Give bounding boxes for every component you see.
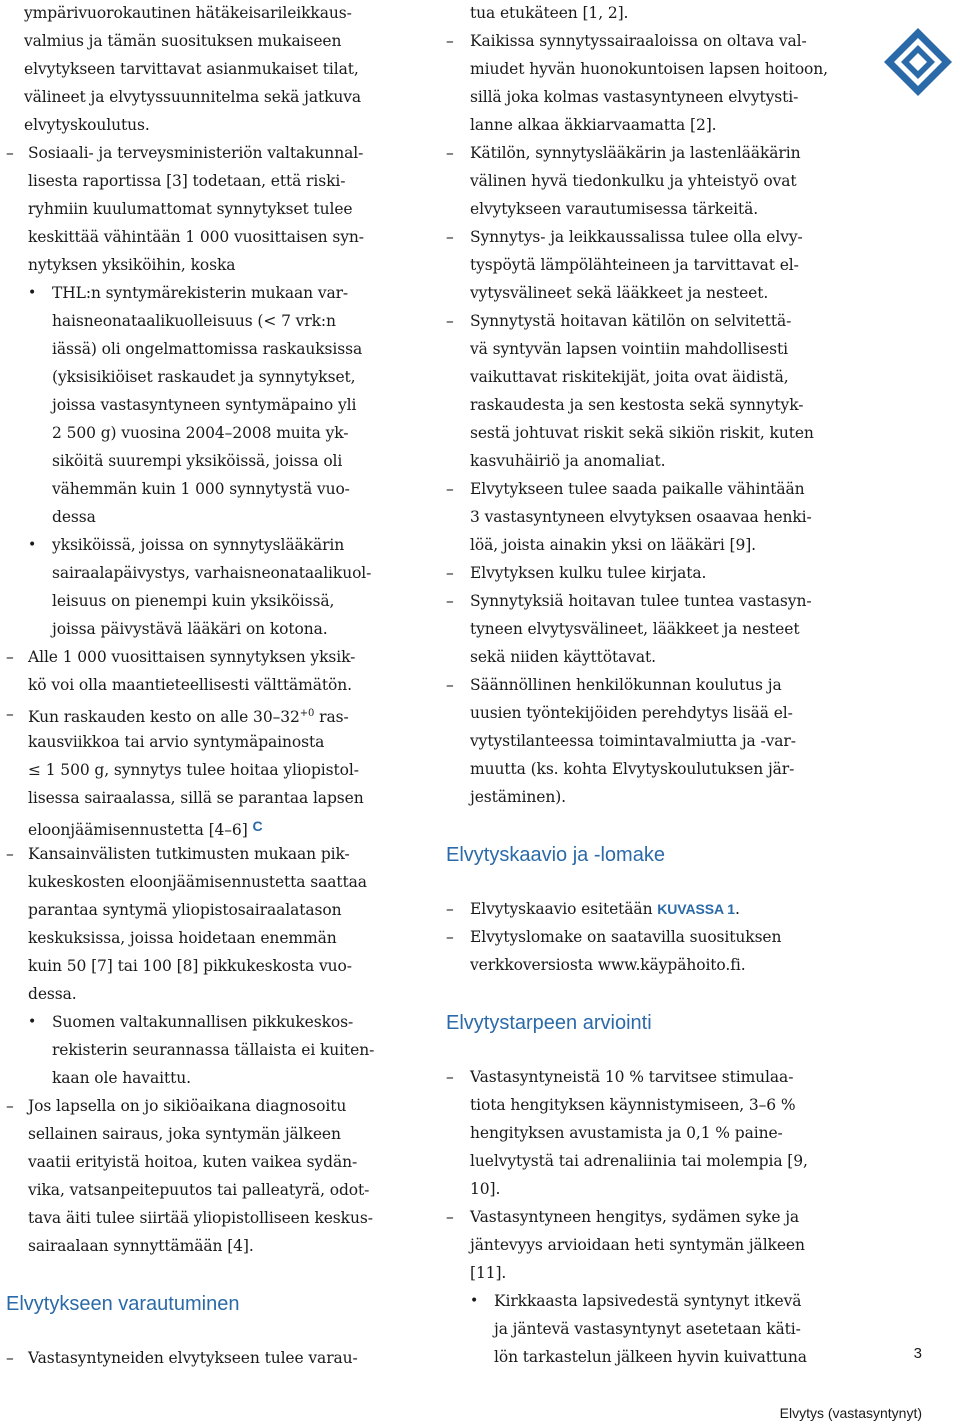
dash-marker: – (6, 144, 14, 162)
text-line: kaan ole havaittu. (52, 1069, 191, 1087)
bullet-marker: • (28, 285, 37, 301)
dash-marker: – (446, 676, 454, 694)
dash-marker: – (446, 900, 454, 918)
text-line: sillä joka kolmas vastasyntyneen elvytysti- (470, 88, 799, 106)
text-line: Vastasyntyneen hengitys, sydämen syke ja (470, 1208, 800, 1226)
text-line: parantaa syntymä yliopistosairaalatason (28, 901, 342, 919)
text-line: sairaalaan synnyttämään [4]. (28, 1237, 254, 1255)
text-line: vaatii erityistä hoitoa, kuten vaikea sydän- (28, 1153, 358, 1171)
text-line: keskuksissa, joissa hoidetaan enemmän (28, 929, 337, 947)
text-line: 2 500 g) vuosina 2004–2008 muita yk- (52, 424, 349, 442)
text-line: nytyksen yksiköihin, koska (28, 256, 236, 274)
text-line: kukeskosten eloonjäämisennustetta saattaa (28, 873, 367, 891)
text-line: THL:n syntymärekisterin mukaan var- (52, 284, 349, 302)
text-line: Kirkkaasta lapsivedestä syntynyt itkevä (494, 1292, 802, 1310)
text-line: vä syntyvän lapsen vointiin mahdollisesti (470, 340, 788, 358)
dash-marker: – (446, 1068, 454, 1086)
text-line: Alle 1 000 vuosittaisen synnytyksen yksik- (28, 648, 356, 666)
dash-marker: – (446, 564, 454, 582)
text-line: sellainen sairaus, joka syntymän jälkeen (28, 1125, 341, 1143)
dash-marker: – (446, 928, 454, 946)
text-line: luelvytystä tai adrenaliinia tai molempia [9, (470, 1152, 808, 1170)
text-line: tyneen elvytysvälineet, lääkkeet ja nesteet (470, 620, 800, 638)
bullet-marker: • (28, 537, 37, 553)
text-line: jäntevyys arvioidaan heti syntymän jälkeen (470, 1236, 805, 1254)
evidence-grade: C (252, 818, 263, 834)
text-line: sestä johtuvat riskit sekä sikiön riskit, kuten (470, 424, 814, 442)
text-line: dessa. (28, 985, 77, 1003)
text-line: Elvytyslomake on saatavilla suosituksen (470, 928, 782, 946)
section-heading: Elvytykseen varautuminen (6, 1293, 240, 1315)
text-line: jestäminen). (470, 788, 566, 806)
text-line: muutta (ks. kohta Elvytyskoulutuksen jär- (470, 760, 795, 778)
text-line: elvytyskoulutus. (24, 116, 150, 134)
dash-marker: – (446, 32, 454, 50)
text-line: vytystilanteessa toimintavalmiutta ja -var- (470, 732, 796, 750)
text-line: Sosiaali- ja terveysministeriön valtakunnal- (28, 144, 364, 162)
dash-marker: – (446, 1208, 454, 1226)
text-line: lisessa sairaalassa, sillä se parantaa lapsen (28, 789, 364, 807)
text-line: Jos lapsella on jo sikiöaikana diagnosoitu (28, 1097, 347, 1115)
text-line: tyspöytä lämpölähteineen ja tarvittavat el- (470, 256, 799, 274)
dash-marker: – (446, 144, 454, 162)
text-line: elvytykseen varautumisessa tärkeitä. (470, 200, 759, 218)
text-line: yksiköissä, joissa on synnytyslääkärin (52, 536, 345, 554)
dash-marker: – (446, 480, 454, 498)
text-line: sairaalapäivystys, varhaisneonataalikuol- (52, 564, 372, 582)
text-line: välinen hyvä tiedonkulku ja yhteistyö ovat (470, 172, 797, 190)
text-line: Vastasyntyneistä 10 % tarvitsee stimulaa- (470, 1068, 794, 1086)
text-line: 10]. (470, 1180, 501, 1198)
dash-marker: – (6, 1097, 14, 1115)
text-line: Säännöllinen henkilökunnan koulutus ja (470, 676, 782, 694)
bullet-marker: • (470, 1293, 479, 1309)
figure-reference-link[interactable]: KUVASSA 1 (657, 901, 735, 917)
section-heading: Elvytyskaavio ja -lomake (446, 844, 665, 866)
text-line: (yksisikiöiset raskaudet ja synnytykset, (52, 368, 356, 386)
text-line: vika, vatsanpeitepuutos tai palleatyrä, odot- (28, 1181, 370, 1199)
text-line: Kätilön, synnytyslääkärin ja lastenlääkärin (470, 144, 801, 162)
text-line (470, 899, 740, 919)
text-run: Kun raskauden kesto on alle 30–32 (28, 708, 300, 727)
text-line: dessa (52, 508, 96, 526)
text-line: kasvuhäiriö ja anomaliat. (470, 452, 666, 470)
text-line: vaikuttavat riskitekijät, joita ovat äidistä, (470, 368, 789, 386)
text-line: tua etukäteen [1, 2]. (470, 4, 629, 22)
text-line: iässä) oli ongelmattomissa raskauksissa (52, 340, 363, 358)
text-line: lisesta raportissa [3] todetaan, että riski- (28, 172, 346, 190)
text-run: ras- (314, 708, 349, 727)
text-line: haisneonataalikuolleisuus (< 7 vrk:n (52, 312, 336, 330)
text-line: [11]. (470, 1264, 507, 1282)
page-number: 3 (913, 1345, 922, 1362)
text-line: Vastasyntyneiden elvytykseen tulee varau- (28, 1349, 358, 1367)
text-line: Synnytys- ja leikkaussalissa tulee olla elvy- (470, 228, 803, 246)
dash-marker: – (6, 648, 14, 666)
text-run: Elvytyskaavio esitetään (470, 900, 658, 918)
text-line: ja jäntevä vastasyntynyt asetetaan käti- (494, 1320, 801, 1338)
text-line: siköitä suurempi yksiköissä, joissa oli (52, 452, 343, 470)
text-line: verkkoversiosta www.käypähoito.fi. (470, 956, 746, 974)
section-heading: Elvytystarpeen arviointi (446, 1012, 652, 1034)
text-line: raskaudesta ja sen kestosta sekä synnytyk- (470, 396, 804, 414)
text-line: uusien työntekijöiden perehdytys lisää el- (470, 704, 793, 722)
text-line: kö voi olla maantieteellisesti välttämätön. (28, 676, 352, 694)
dash-marker: – (6, 705, 14, 723)
text-line: välineet ja elvytyssuunnitelma sekä jatkuva (24, 88, 362, 106)
page-footer: Elvytys (vastasyntynyt) (779, 1405, 922, 1421)
text-line: sekä niiden käyttötavat. (470, 648, 656, 666)
text-run: eloonjäämisennustetta [4–6] (28, 821, 248, 839)
text-line: kausviikkoa tai arvio syntymäpainosta (28, 733, 325, 751)
text-line: Suomen valtakunnallisen pikkukeskos- (52, 1013, 354, 1031)
text-line: elvytykseen tarvittavat asianmukaiset tilat, (24, 60, 359, 78)
superscript: +0 (299, 708, 315, 719)
text-line: vytysvälineet sekä lääkkeet ja nesteet. (470, 284, 769, 302)
text-line: Elvytyksen kulku tulee kirjata. (470, 564, 707, 582)
text-line: rekisterin seurannassa tällaista ei kuiten- (52, 1041, 375, 1059)
text-line: lön tarkastelun jälkeen hyvin kuivattuna (494, 1348, 807, 1366)
text-line (28, 816, 263, 840)
text-line: vähemmän kuin 1 000 synnytystä vuo- (52, 480, 350, 498)
dash-marker: – (446, 312, 454, 330)
bullet-marker: • (28, 1014, 37, 1030)
text-line: leisuus on pienempi kuin yksiköissä, (52, 592, 335, 610)
text-line: lanne alkaa äkkiarvaamatta [2]. (470, 116, 717, 134)
dash-marker: – (446, 228, 454, 246)
text-line: valmius ja tämän suosituksen mukaiseen (24, 32, 342, 50)
text-line: kuin 50 [7] tai 100 [8] pikkukeskosta vuo- (28, 957, 352, 975)
text-line: Synnytyksiä hoitavan tulee tuntea vastasyn- (470, 592, 812, 610)
text-line: löä, joista ainakin yksi on lääkäri [9]. (470, 536, 756, 554)
dash-marker: – (6, 845, 14, 863)
text-line: 3 vastasyntyneen elvytyksen osaavaa henki- (470, 508, 812, 526)
text-line: Elvytykseen tulee saada paikalle vähintään (470, 480, 805, 498)
text-line: joissa päivystävä lääkäri on kotona. (52, 620, 328, 638)
text-line: tiota hengityksen käynnistymiseen, 3–6 % (470, 1096, 796, 1114)
text-line: Synnytystä hoitavan kätilön on selvitettä- (470, 312, 792, 330)
text-line: hengityksen avustamista ja 0,1 % paine- (470, 1124, 783, 1142)
text-line: Kaikissa synnytyssairaaloissa on oltava val- (470, 32, 807, 50)
dash-marker: – (6, 1349, 14, 1367)
text-line: miudet hyvän huonokuntoisen lapsen hoitoon, (470, 60, 828, 78)
text-line: ryhmiin kuulumattomat synnytykset tulee (28, 200, 353, 218)
kaypahoito-logo (882, 26, 954, 98)
text-line: Kansainvälisten tutkimusten mukaan pik- (28, 845, 350, 863)
text-line: tava äiti tulee siirtää yliopistolliseen keskus- (28, 1209, 373, 1227)
text-line: ≤ 1 500 g, synnytys tulee hoitaa yliopistol- (28, 761, 359, 779)
text-run: . (734, 900, 740, 918)
text-line: ympärivuorokautinen hätäkeisarileikkaus- (24, 4, 352, 22)
text-line: joissa vastasyntyneen syntymäpaino yli (52, 396, 357, 414)
dash-marker: – (446, 592, 454, 610)
text-line (28, 704, 349, 727)
text-line: keskittää vähintään 1 000 vuosittaisen syn- (28, 228, 364, 246)
